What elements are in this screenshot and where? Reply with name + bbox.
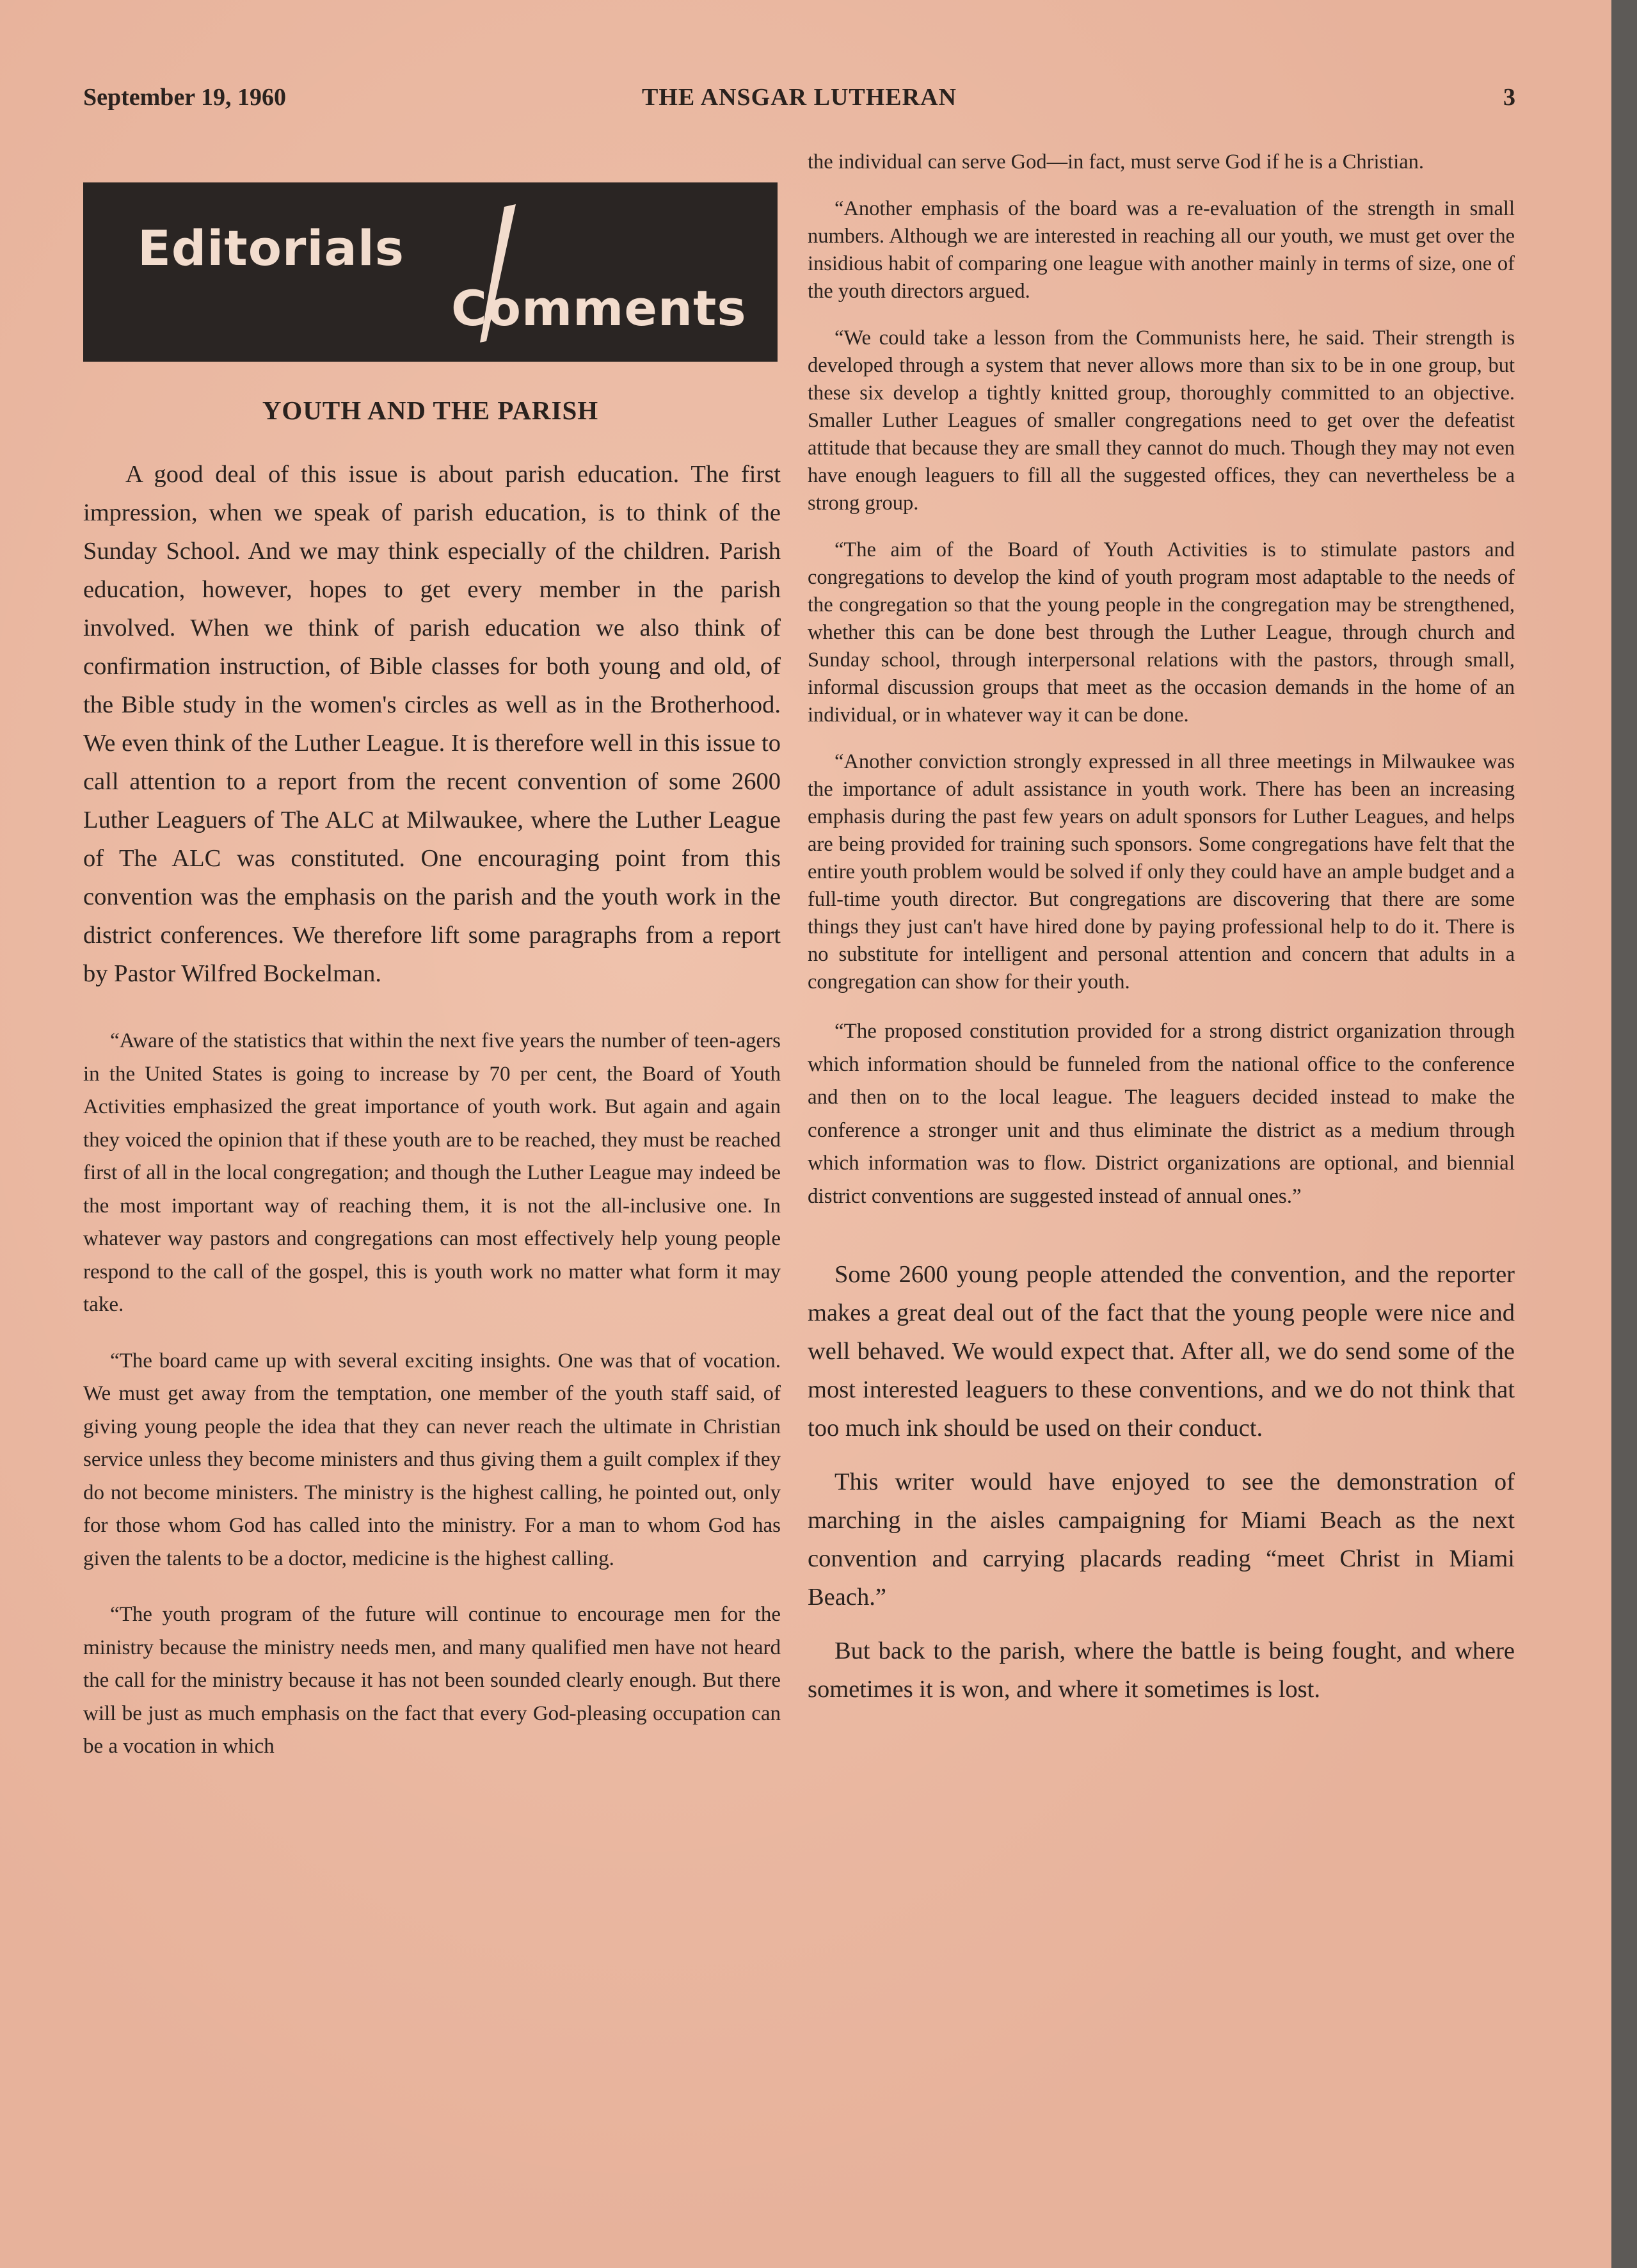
quote-paragraph: “Another emphasis of the board was a re-evaluation of the strength in small numbers. Although we are interested in reaching all our youth, we must get over the insidious habit of comparing one league with another mainly in terms of size, one of the youth directors argued.: [808, 197, 1515, 303]
page-header: [83, 83, 1515, 122]
lead-paragraph-block: [83, 455, 781, 993]
closing-paragraph: But back to the parish, where the battle is being fought, and where sometimes it is won, and where it sometimes is lost.: [808, 1637, 1515, 1703]
quote-paragraph: “The aim of the Board of Youth Activities is to stimulate pastors and congregations to develop the kind of youth program most adaptable to the needs of the congregation so that the young people in the congregation may be strengthened, whether this can be done best through the Luther League, through church and Sunday school, through interpersonal relations with the pastors, through small, informal discussion groups that meet as the occasion demands in the home of an individual, or in whatever way it can be done.: [808, 538, 1515, 727]
banner-word-editorials: Editorials: [138, 220, 405, 277]
quote-paragraph: “The youth program of the future will continue to encourage men for the ministry because the ministry needs men, and many qualified men have not heard the call for the ministry because it has not been sounded clearly enough. But there will be just as much emphasis on the fact that every God-pleasing occupation can be a vocation in which: [83, 1603, 781, 1758]
continued-paragraph: the individual can serve God—in fact, must serve God if he is a Christian.: [808, 150, 1425, 173]
quote-paragraph: “The proposed constitution provided for a strong district organization through which information should be funneled from the national office to the conference and then on to the local league. The leaguers decided instead to make the conference a stronger unit and thus eliminate the district as a medium through which information was to flow. District organizations are optional, and biennial district conventions are suggested instead of annual ones.”: [808, 1020, 1515, 1208]
left-quotes: [83, 1025, 781, 1764]
article-headline: YOUTH AND THE PARISH: [262, 396, 599, 425]
closing-paragraph: This writer would have enjoyed to see the demonstration of marching in the aisles campaigning for Miami Beach as the next convention and carrying placards reading “meet Christ in Miami Beach.”: [808, 1468, 1515, 1611]
quote-paragraph: “Aware of the statistics that within the next five years the number of teen-agers in the United States is going to increase by 70 per cent, the Board of Youth Activities emphasized the great importance of youth work. But again and again they voiced the opinion that if these youth are to be reached, they must be reached first of all in the local congregation; and though the Luther League may indeed be the most important way of reaching them, it is not the all-inclusive one. In whatever way pastors and congregations can most effectively help young people respond to the call of the gospel, this is youth work no matter what form it may take.: [83, 1029, 781, 1316]
publication-title: THE ANSGAR LUTHERAN: [642, 84, 957, 111]
banner-word-comments: Comments: [451, 280, 747, 337]
lead-paragraph: A good deal of this issue is about parish education. The first impression, when we speak of parish education, is to think of the Sunday School. And we may think especially of the children. Parish education, however, hopes to get every member in the parish involved. When we think of parish education we also think of confirmation instruction, of Bible classes for both young and old, of the Bible study in the women's circles as well as in the Brotherhood. We even think of the Luther League. It is therefore well in this issue to call attention to a report from the recent convention of some 2600 Luther Leaguers of The ALC at Milwaukee, where the Luther League of The ALC was constituted. One encouraging point from this convention was the emphasis on the parish and the youth work in the district conferences. We therefore lift some paragraphs from a report by Pastor Wilfred Bockelman.: [83, 461, 781, 987]
closing-paragraph: Some 2600 young people attended the convention, and the reporter makes a great deal out of the fact that the young people were nice and well behaved. We would expect that. After all, we do send some of the most interested leaguers to these conventions, and we do not think that too much ink should be used on their conduct.: [808, 1261, 1515, 1442]
issue-date: September 19, 1960: [83, 84, 286, 111]
quote-paragraph: “We could take a lesson from the Communists here, he said. Their strength is developed through a system that never allows more than six to be in one group, but these six develop a tightly knitted group, thoroughly committed to an objective. Smaller Luther Leagues of smaller congregations need to get over the defeatist attitude that because they are small they cannot do much. Though they may not even have enough leaguers to fill all the suggested offices, they can nevertheless be a strong group.: [808, 326, 1515, 515]
quote-paragraph: “Another conviction strongly expressed in all three meetings in Milwaukee was the importance of adult assistance in youth work. There has been an increasing emphasis during the past few years on adult sponsors for Luther Leagues, and helps are being provided for training such sponsors. Some congregations have felt that the entire youth problem would be solved if only they could have an ample budget and a full-time youth director. But congregations are discovering that there are some things they just can't have hired done by paying professional help to do it. There is no substitute for intelligent and personal attention and concern that adults in a congregation can show for their youth.: [808, 750, 1515, 993]
quote-paragraph: “The board came up with several exciting insights. One was that of vocation. We must get away from the temptation, one member of the youth staff said, of giving young people the idea that they can never reach the ultimate in Christian service unless they become ministers and thus giving them a guilt complex if they do not become ministers. The ministry is the highest calling, he pointed out, only for those whom God has called into the ministry. For a man to whom God has given the talents to be a doctor, medicine is the highest calling.: [83, 1349, 781, 1570]
left-column: [83, 182, 781, 1787]
editorials-comments-banner: [83, 182, 778, 362]
right-column: [808, 149, 1515, 1724]
page-number: 3: [1503, 84, 1515, 111]
